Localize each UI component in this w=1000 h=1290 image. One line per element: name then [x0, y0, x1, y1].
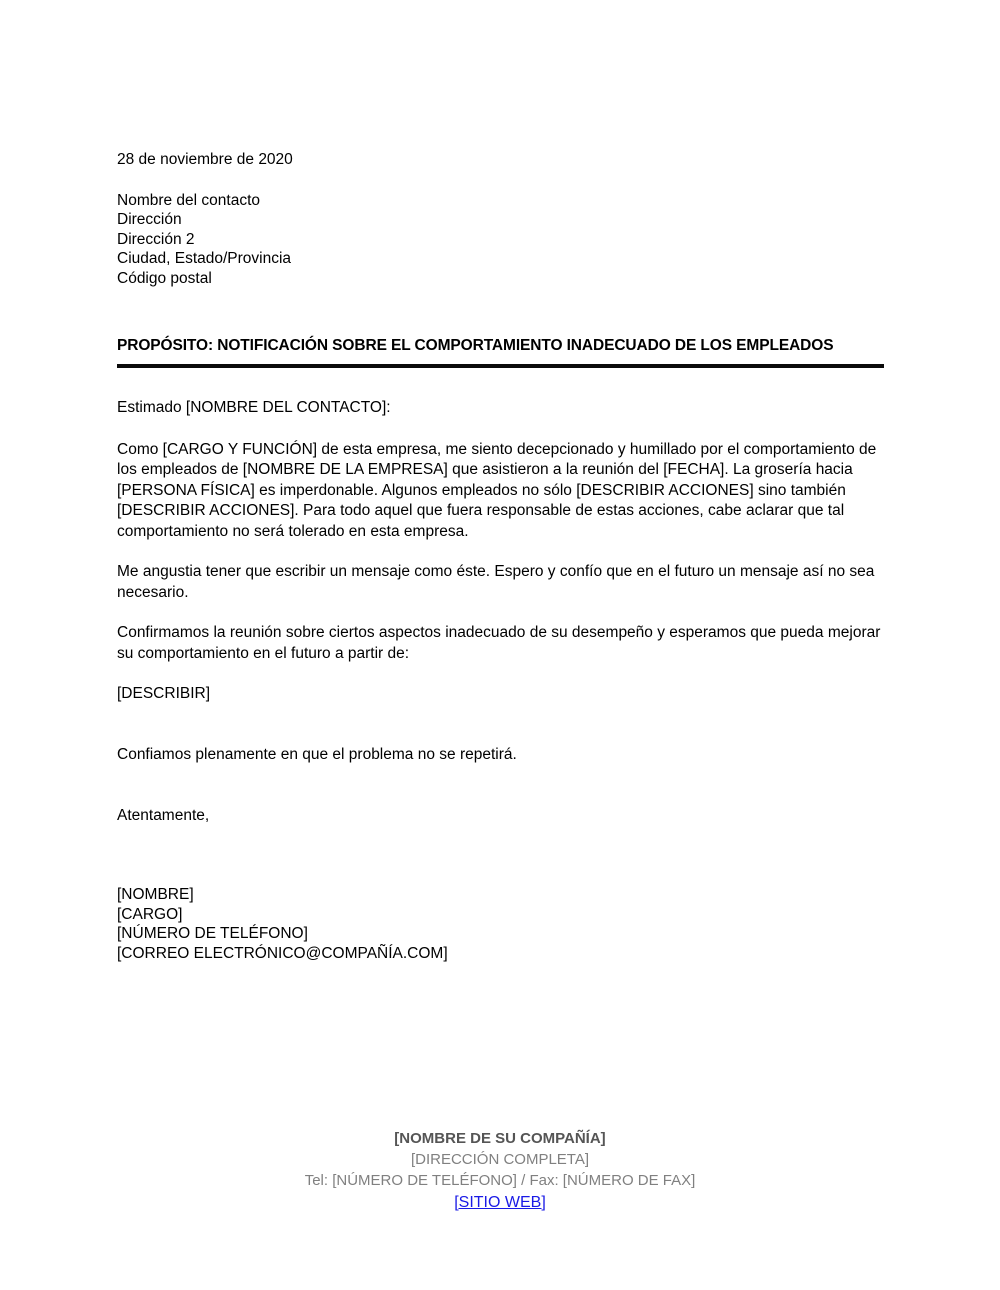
body-paragraph-1: Como [CARGO Y FUNCIÓN] de esta empresa, me siento decepcionado y humillado por el comportamiento de los empleados de [NOMBRE DE LA EMPRESA] que asistieron a la reunión del [FECHA]. La grosería hacia [PERSONA FÍSICA] es imperdonable. Algunos empleados no sólo [DESCRIBIR ACCIONES] sino también [DESCRIBIR ACCIONES]. Para todo aquel que fuera responsable de estas acciones, cabe aclarar que tal comportamiento no será tolerado en esta empresa. [117, 440, 877, 540]
date-text: 28 de noviembre de 2020 [117, 151, 293, 168]
signature-line: [NOMBRE] [117, 886, 194, 903]
address-line: Nombre del contacto [117, 191, 261, 209]
letter-date [117, 150, 885, 170]
footer-company-name: [NOMBRE DE SU COMPAÑÍA] [394, 1130, 606, 1147]
describe-placeholder: [DESCRIBIR] [117, 685, 211, 702]
footer-website-link[interactable]: [SITIO WEB] [454, 1194, 546, 1211]
footer-website-wrap [0, 1191, 1000, 1214]
body-paragraph-3: Confirmamos la reunión sobre ciertos aspectos inadecuado de su desempeño y esperamos que pueda mejorar su comportamiento en el futuro a partir de: [117, 624, 881, 662]
signature-line: [CARGO] [117, 905, 183, 923]
signature-line: [CORREO ELECTRÓNICO@COMPAÑÍA.COM] [117, 944, 448, 962]
subject-heading: PROPÓSITO: NOTIFICACIÓN SOBRE EL COMPORTAMIENTO INADECUADO DE LOS EMPLEADOS [117, 337, 834, 354]
footer-contact: Tel: [NÚMERO DE TELÉFONO] / Fax: [NÚMERO DE FAX] [304, 1172, 696, 1189]
address-line: Dirección [117, 211, 182, 228]
page-footer [0, 1128, 1000, 1214]
signature-block [117, 885, 717, 963]
recipient-address-block [117, 191, 885, 289]
body-paragraph-4: Confiamos plenamente en que el problema no se repetirá. [117, 745, 517, 763]
address-line: Ciudad, Estado/Provincia [117, 250, 292, 267]
footer-address: [DIRECCIÓN COMPLETA] [410, 1151, 590, 1168]
salutation-text: Estimado [NOMBRE DEL CONTACTO]: [117, 399, 391, 416]
heading-divider [117, 364, 884, 368]
closing-text: Atentamente, [117, 807, 210, 824]
body-paragraph-2: Me angustia tener que escribir un mensaje como éste. Espero y confío que en el futuro un mensaje así no sea necesario. [117, 563, 875, 601]
address-line: Dirección 2 [117, 230, 195, 248]
subject-section [117, 336, 885, 368]
signature-line: [NÚMERO DE TELÉFONO] [117, 925, 308, 942]
address-line: Código postal [117, 269, 212, 287]
letter-body [117, 150, 885, 827]
